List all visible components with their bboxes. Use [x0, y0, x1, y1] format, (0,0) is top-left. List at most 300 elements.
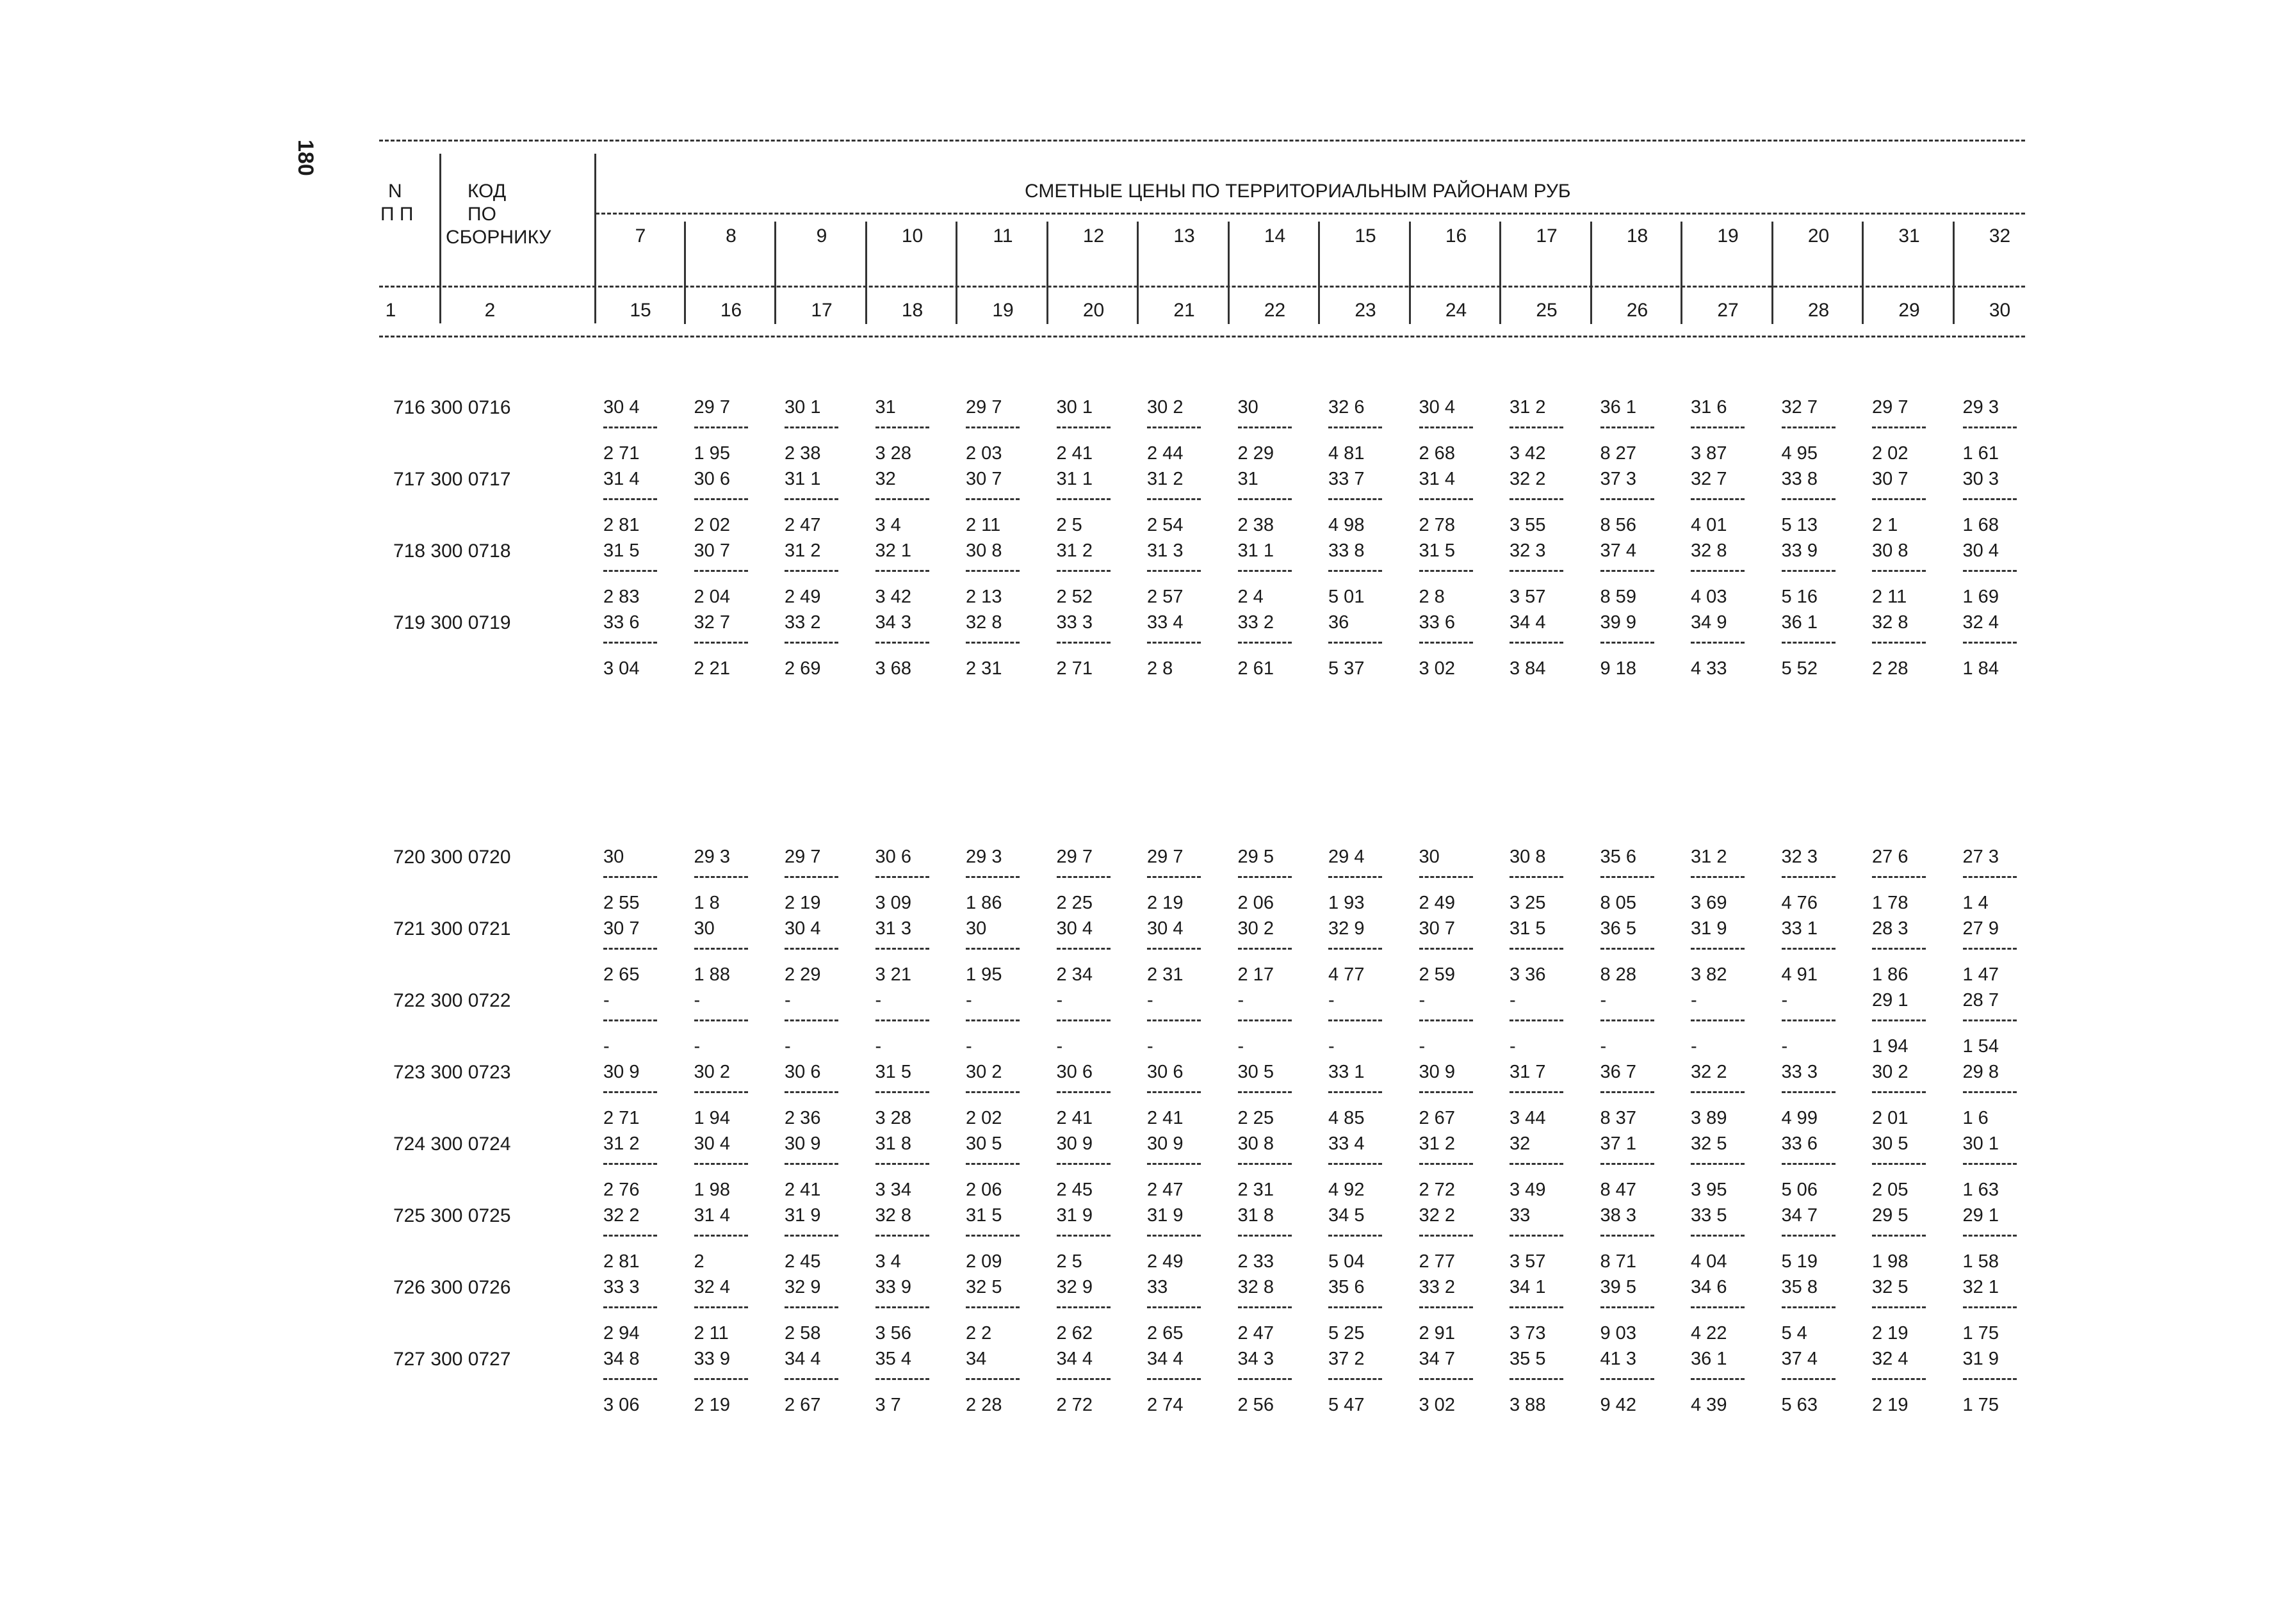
price-value: 33 9	[1781, 540, 1818, 561]
fraction-bar	[1600, 426, 1654, 428]
price-value: 32 2	[603, 1205, 640, 1226]
fraction-bar	[1238, 948, 1292, 950]
price-subvalue: 2 38	[785, 443, 821, 464]
row-label-724: 724 300 0724	[393, 1133, 511, 1155]
price-subvalue: 2 54	[1147, 515, 1184, 535]
price-value: 27 3	[1962, 847, 1999, 867]
fraction-bar	[1510, 1091, 1563, 1093]
price-subvalue: -	[1237, 1036, 1244, 1057]
price-subvalue: 2 33	[1237, 1251, 1274, 1272]
region-header-9: 9	[816, 225, 827, 247]
fraction-bar	[1419, 498, 1473, 500]
price-subvalue: 2 1	[1872, 515, 1898, 535]
price-subvalue: 2 2	[966, 1323, 992, 1344]
fraction-bar	[1600, 1019, 1654, 1021]
fraction-bar	[1600, 1306, 1654, 1308]
fraction-bar	[1238, 1378, 1292, 1380]
region-header-11: 11	[993, 225, 1013, 247]
fraction-bar	[1057, 1306, 1111, 1308]
price-subvalue: 2 11	[1872, 587, 1907, 607]
fraction-bar	[785, 1091, 838, 1093]
region-header-17: 17	[1536, 225, 1558, 247]
price-value: 30	[603, 847, 624, 867]
price-subvalue: -	[1147, 1036, 1153, 1057]
page-number: 180	[293, 140, 318, 176]
price-value: 31 4	[603, 469, 640, 489]
fraction-bar	[1963, 1163, 2017, 1165]
price-subvalue: 2 49	[1147, 1251, 1184, 1272]
price-value: 35 6	[1328, 1277, 1365, 1297]
price-subvalue: -	[875, 1036, 882, 1057]
price-value: 32 5	[966, 1277, 1002, 1297]
price-value: 31 2	[1147, 469, 1184, 489]
price-subvalue: 2 67	[1419, 1108, 1455, 1128]
fraction-bar	[603, 1306, 657, 1308]
column-number-20: 20	[1082, 300, 1105, 321]
fraction-bar	[1328, 1235, 1382, 1237]
price-subvalue: 2 72	[1056, 1395, 1093, 1415]
price-subvalue: 2 55	[603, 893, 640, 913]
price-subvalue: 2 71	[603, 1108, 640, 1128]
column-number-26: 26	[1626, 300, 1648, 321]
price-value: 31 5	[875, 1062, 911, 1082]
fraction-bar	[1691, 876, 1745, 878]
price-value: 30 4	[1147, 918, 1184, 939]
price-value: 32 5	[1872, 1277, 1909, 1297]
price-value: 31 7	[1510, 1062, 1546, 1082]
price-value: 33 8	[1328, 540, 1365, 561]
fraction-bar	[785, 1163, 838, 1165]
price-value: 31 4	[1419, 469, 1455, 489]
price-subvalue: 2 44	[1147, 443, 1184, 464]
price-value: 30 4	[603, 397, 640, 418]
price-value: 31 9	[1147, 1205, 1184, 1226]
price-value: 32 8	[966, 612, 1002, 633]
price-subvalue: 3 88	[1510, 1395, 1546, 1415]
price-value: 31 2	[1056, 540, 1093, 561]
price-subvalue: 2 49	[1419, 893, 1455, 913]
price-subvalue: 2 8	[1419, 587, 1445, 607]
price-subvalue: 2 47	[1147, 1180, 1184, 1200]
fraction-bar	[603, 1235, 657, 1237]
fraction-bar	[1963, 1378, 2017, 1380]
fraction-bar	[1600, 1091, 1654, 1093]
fraction-bar	[694, 426, 748, 428]
price-subvalue: 3 7	[875, 1395, 901, 1415]
price-value: 30 8	[1237, 1133, 1274, 1154]
row-label-722: 722 300 0722	[393, 990, 511, 1011]
price-value: 34 3	[1237, 1349, 1274, 1369]
fraction-bar	[966, 1378, 1020, 1380]
price-value: 29 8	[1962, 1062, 1999, 1082]
fraction-bar	[1510, 570, 1563, 572]
fraction-bar	[966, 570, 1020, 572]
price-value: 33 1	[1328, 1062, 1365, 1082]
price-subvalue: 3 73	[1510, 1323, 1546, 1344]
price-value: 30 8	[1872, 540, 1909, 561]
price-subvalue: 4 92	[1328, 1180, 1365, 1200]
price-value: 32 8	[1691, 540, 1727, 561]
price-subvalue: 3 21	[875, 964, 911, 985]
region-divider	[1953, 222, 1955, 324]
price-subvalue: 1 88	[694, 964, 730, 985]
fraction-bar	[1872, 948, 1926, 950]
row-label-723: 723 300 0723	[393, 1062, 511, 1083]
fraction-bar	[875, 426, 929, 428]
price-value: 30 2	[1237, 918, 1274, 939]
price-value: 32 1	[1962, 1277, 1999, 1297]
price-value: 33 6	[603, 612, 640, 633]
price-subvalue: 5 63	[1781, 1395, 1818, 1415]
region-header-15: 15	[1355, 225, 1376, 247]
price-value: 32 7	[694, 612, 730, 633]
price-subvalue: 8 71	[1600, 1251, 1636, 1272]
price-subvalue: 5 19	[1781, 1251, 1818, 1272]
fraction-bar	[1872, 1378, 1926, 1380]
price-subvalue: 2 31	[966, 658, 1002, 679]
price-subvalue: 4 39	[1691, 1395, 1727, 1415]
fraction-bar	[1510, 1235, 1563, 1237]
price-subvalue: 5 25	[1328, 1323, 1365, 1344]
header-code-3: СБОРНИКУ	[446, 227, 551, 248]
price-subvalue: 2 36	[785, 1108, 821, 1128]
fraction-bar	[1782, 1378, 1836, 1380]
region-header-19: 19	[1717, 225, 1739, 247]
price-subvalue: -	[1056, 1036, 1063, 1057]
fraction-bar	[1872, 570, 1926, 572]
price-subvalue: -	[603, 1036, 610, 1057]
fraction-bar	[1782, 1163, 1836, 1165]
price-subvalue: 2 05	[1872, 1180, 1909, 1200]
price-subvalue: 2 81	[603, 515, 640, 535]
price-value: 32 9	[1328, 918, 1365, 939]
header-top-rule	[379, 140, 2025, 142]
price-subvalue: 2 5	[1056, 1251, 1082, 1272]
price-value: 29 3	[694, 847, 730, 867]
price-value: 31 5	[966, 1205, 1002, 1226]
column-number-17: 17	[811, 300, 833, 321]
price-value: 32 4	[1872, 1349, 1909, 1369]
price-value: 32 4	[1962, 612, 1999, 633]
price-subvalue: 5 16	[1781, 587, 1818, 607]
header-pp: П П	[380, 204, 414, 225]
price-subvalue: 9 03	[1600, 1323, 1636, 1344]
price-value: 31 9	[1962, 1349, 1999, 1369]
colnum-1: 1	[385, 300, 396, 321]
price-subvalue: 3 02	[1419, 658, 1455, 679]
price-subvalue: 3 42	[875, 587, 911, 607]
price-subvalue: 5 01	[1328, 587, 1365, 607]
price-subvalue: 2 71	[603, 443, 640, 464]
price-value: 33 4	[1328, 1133, 1365, 1154]
price-value: 30 6	[1147, 1062, 1184, 1082]
region-divider	[684, 222, 686, 324]
price-value: 32 3	[1510, 540, 1546, 561]
price-subvalue: 1 94	[694, 1108, 730, 1128]
price-subvalue: 2 03	[966, 443, 1002, 464]
price-value: 34 5	[1328, 1205, 1365, 1226]
price-subvalue: 4 85	[1328, 1108, 1365, 1128]
price-value: 32 5	[1691, 1133, 1727, 1154]
price-subvalue: 3 28	[875, 1108, 911, 1128]
fraction-bar	[603, 1091, 657, 1093]
price-value: 33 5	[1691, 1205, 1727, 1226]
price-value: 29 5	[1872, 1205, 1909, 1226]
price-subvalue: 3 34	[875, 1180, 911, 1200]
fraction-bar	[1238, 642, 1292, 644]
fraction-bar	[1782, 642, 1836, 644]
price-value: 31 3	[875, 918, 911, 939]
fraction-bar	[1600, 948, 1654, 950]
price-value: 29 4	[1328, 847, 1365, 867]
price-value: 32	[875, 469, 896, 489]
fraction-bar	[1510, 426, 1563, 428]
price-value: 31 2	[1510, 397, 1546, 418]
price-value: 29 7	[966, 397, 1002, 418]
fraction-bar	[1147, 1235, 1201, 1237]
fraction-bar	[1419, 1378, 1473, 1380]
fraction-bar	[694, 876, 748, 878]
region-divider	[865, 222, 867, 324]
price-value: 32 8	[1237, 1277, 1274, 1297]
price-subvalue: 1 98	[1872, 1251, 1909, 1272]
column-number-18: 18	[901, 300, 924, 321]
fraction-bar	[875, 1163, 929, 1165]
price-value: 33 6	[1419, 612, 1455, 633]
fraction-bar	[1691, 498, 1745, 500]
fraction-bar	[1872, 642, 1926, 644]
fraction-bar	[785, 876, 838, 878]
fraction-bar	[1963, 426, 2017, 428]
price-subvalue: 5 47	[1328, 1395, 1365, 1415]
price-value: 30 5	[1237, 1062, 1274, 1082]
price-value: -	[1056, 990, 1063, 1011]
price-value: 34 9	[1691, 612, 1727, 633]
price-subvalue: 1 54	[1962, 1036, 1999, 1057]
price-value: 30 6	[1056, 1062, 1093, 1082]
price-value: 36 1	[1600, 397, 1636, 418]
fraction-bar	[1328, 948, 1382, 950]
region-divider	[1137, 222, 1139, 324]
price-subvalue: 8 28	[1600, 964, 1636, 985]
price-subvalue: 3 02	[1419, 1395, 1455, 1415]
fraction-bar	[1328, 642, 1382, 644]
price-subvalue: 2 91	[1419, 1323, 1455, 1344]
price-value: 31 9	[785, 1205, 821, 1226]
price-value: 31	[1237, 469, 1258, 489]
price-value: 32 3	[1781, 847, 1818, 867]
header-title: СМЕТНЫЕ ЦЕНЫ ПО ТЕРРИТОРИАЛЬНЫМ РАЙОНАМ РУБ	[1025, 181, 1571, 202]
price-value: 34 6	[1691, 1277, 1727, 1297]
price-subvalue: 2 31	[1147, 964, 1184, 985]
fraction-bar	[1147, 948, 1201, 950]
price-value: -	[1600, 990, 1607, 1011]
fraction-bar	[1057, 498, 1111, 500]
region-divider	[1499, 222, 1501, 324]
region-divider	[1771, 222, 1773, 324]
price-subvalue: -	[785, 1036, 791, 1057]
price-value: 33 8	[1781, 469, 1818, 489]
price-value: 30 6	[785, 1062, 821, 1082]
price-subvalue: 2 02	[966, 1108, 1002, 1128]
fraction-bar	[1328, 1163, 1382, 1165]
fraction-bar	[1510, 1019, 1563, 1021]
price-value: 34 7	[1419, 1349, 1455, 1369]
price-value: 30 7	[603, 918, 640, 939]
fraction-bar	[1238, 1163, 1292, 1165]
price-subvalue: 1 98	[694, 1180, 730, 1200]
fraction-bar	[1419, 1163, 1473, 1165]
fraction-bar	[785, 1235, 838, 1237]
fraction-bar	[1238, 1091, 1292, 1093]
price-value: 33 3	[1781, 1062, 1818, 1082]
region-divider	[956, 222, 957, 324]
price-value: 32 9	[785, 1277, 821, 1297]
fraction-bar	[1782, 498, 1836, 500]
price-subvalue: 2 29	[1237, 443, 1274, 464]
price-value: 30 4	[1962, 540, 1999, 561]
fraction-bar	[694, 642, 748, 644]
price-value: 35 8	[1781, 1277, 1818, 1297]
fraction-bar	[1872, 1235, 1926, 1237]
price-subvalue: 8 59	[1600, 587, 1636, 607]
price-subvalue: 2 02	[694, 515, 730, 535]
price-subvalue: 3 68	[875, 658, 911, 679]
fraction-bar	[966, 1019, 1020, 1021]
price-subvalue: 4 04	[1691, 1251, 1727, 1272]
price-subvalue: 1 8	[694, 893, 720, 913]
fraction-bar	[1782, 1235, 1836, 1237]
price-value: 33 1	[1781, 918, 1818, 939]
price-subvalue: 3 42	[1510, 443, 1546, 464]
fraction-bar	[875, 1378, 929, 1380]
price-value: 30	[966, 918, 987, 939]
price-subvalue: 3 57	[1510, 587, 1546, 607]
price-value: 34 7	[1781, 1205, 1818, 1226]
price-value: 30 2	[1872, 1062, 1909, 1082]
column-number-28: 28	[1807, 300, 1830, 321]
price-value: 28 3	[1872, 918, 1909, 939]
price-subvalue: -	[1691, 1036, 1697, 1057]
region-header-10: 10	[901, 225, 924, 247]
column-number-21: 21	[1173, 300, 1195, 321]
fraction-bar	[1872, 1019, 1926, 1021]
fraction-bar	[966, 1163, 1020, 1165]
fraction-bar	[785, 1378, 838, 1380]
fraction-bar	[875, 498, 929, 500]
fraction-bar	[966, 876, 1020, 878]
price-subvalue: 2 47	[785, 515, 821, 535]
fraction-bar	[1419, 876, 1473, 878]
price-subvalue: 2 06	[966, 1180, 1002, 1200]
fraction-bar	[1510, 1163, 1563, 1165]
price-subvalue: 2 78	[1419, 515, 1455, 535]
price-value: 31 3	[1147, 540, 1184, 561]
price-subvalue: 2 13	[966, 587, 1002, 607]
price-subvalue: 3 09	[875, 893, 911, 913]
price-subvalue: 3 4	[875, 1251, 901, 1272]
price-value: 31 5	[603, 540, 640, 561]
price-value: 34 3	[875, 612, 911, 633]
fraction-bar	[1419, 426, 1473, 428]
header-code-2: ПО	[468, 204, 496, 225]
price-subvalue: 3 56	[875, 1323, 911, 1344]
fraction-bar	[1782, 426, 1836, 428]
fraction-bar	[1872, 876, 1926, 878]
price-subvalue: 2 17	[1237, 964, 1274, 985]
fraction-bar	[694, 1235, 748, 1237]
price-value: 32 2	[1510, 469, 1546, 489]
price-value: 29 7	[694, 397, 730, 418]
price-subvalue: 4 76	[1781, 893, 1818, 913]
price-value: 34 4	[785, 1349, 821, 1369]
fraction-bar	[1238, 426, 1292, 428]
fraction-bar	[1238, 1019, 1292, 1021]
price-subvalue: 1 69	[1962, 587, 1999, 607]
price-value: 30 9	[1419, 1062, 1455, 1082]
fraction-bar	[694, 1091, 748, 1093]
price-value: 37 3	[1600, 469, 1636, 489]
price-value: 30 4	[785, 918, 821, 939]
price-value: -	[1781, 990, 1788, 1011]
price-subvalue: 2 61	[1237, 658, 1274, 679]
fraction-bar	[1147, 642, 1201, 644]
fraction-bar	[1691, 1378, 1745, 1380]
header-n: N	[388, 181, 402, 202]
price-value: 30 8	[1510, 847, 1546, 867]
price-value: 31 1	[1237, 540, 1274, 561]
price-subvalue: 1 84	[1962, 658, 1999, 679]
fraction-bar	[1872, 1091, 1926, 1093]
fraction-bar	[1057, 426, 1111, 428]
price-value: 33 9	[875, 1277, 911, 1297]
price-value: 34 4	[1056, 1349, 1093, 1369]
price-value: 31 8	[875, 1133, 911, 1154]
fraction-bar	[1691, 1019, 1745, 1021]
price-subvalue: 2 29	[785, 964, 821, 985]
fraction-bar	[1419, 1235, 1473, 1237]
price-subvalue: 2 11	[966, 515, 1001, 535]
price-subvalue: 2 01	[1872, 1108, 1909, 1128]
price-value: 27 9	[1962, 918, 1999, 939]
price-value: 30 5	[1872, 1133, 1909, 1154]
price-subvalue: 2 19	[785, 893, 821, 913]
region-header-20: 20	[1807, 225, 1830, 247]
fraction-bar	[694, 1306, 748, 1308]
fraction-bar	[1419, 948, 1473, 950]
price-value: 36 1	[1691, 1349, 1727, 1369]
column-number-22: 22	[1264, 300, 1286, 321]
price-value: 30 3	[1962, 469, 1999, 489]
row-label-716: 716 300 0716	[393, 397, 511, 418]
region-divider	[1862, 222, 1864, 324]
price-subvalue: 1 6	[1962, 1108, 1989, 1128]
price-subvalue: 2 34	[1056, 964, 1093, 985]
price-value: 29 1	[1962, 1205, 1999, 1226]
price-subvalue: 2 06	[1237, 893, 1274, 913]
fraction-bar	[603, 570, 657, 572]
fraction-bar	[1238, 498, 1292, 500]
price-value: 33 7	[1328, 469, 1365, 489]
fraction-bar	[1872, 426, 1926, 428]
fraction-bar	[603, 642, 657, 644]
price-value: -	[603, 990, 610, 1011]
price-subvalue: 2 81	[603, 1251, 640, 1272]
price-value: 37 2	[1328, 1349, 1365, 1369]
price-value: 30 8	[966, 540, 1002, 561]
price-value: 32 2	[1691, 1062, 1727, 1082]
fraction-bar	[1147, 876, 1201, 878]
